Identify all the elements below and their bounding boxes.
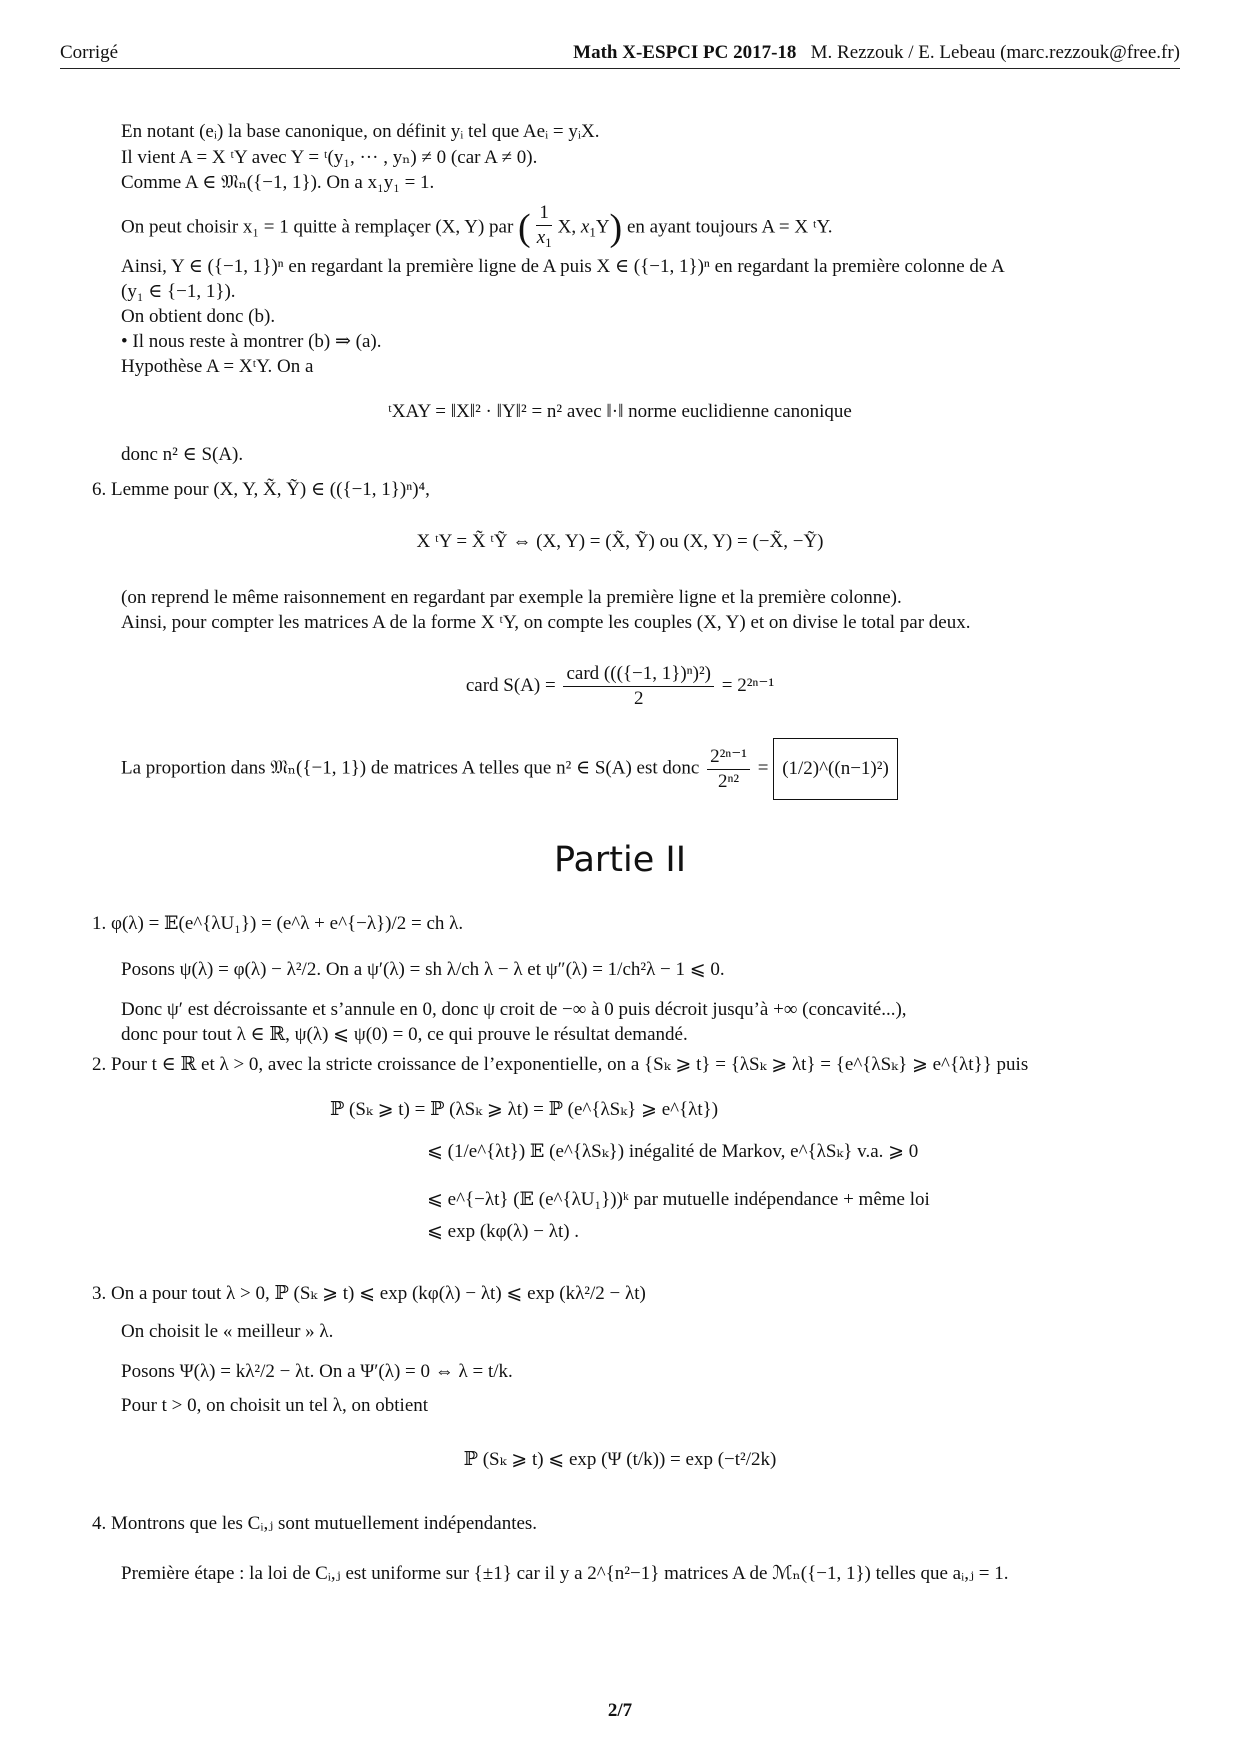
text-line: (y₁ ∈ {−1, 1}).	[121, 281, 236, 302]
equation: ⩽ e^{−λt} (𝔼 (e^{λU₁}))ᵏ par mutuelle indépendance + même loi	[427, 1189, 930, 1210]
header-right	[573, 42, 1180, 64]
text-line: donc n² ∈ S(A).	[121, 444, 244, 465]
text-line: 4. Montrons que les Cᵢ,ⱼ sont mutuellement indépendantes.	[92, 1513, 538, 1534]
text-line: On choisit le « meilleur » λ.	[121, 1321, 334, 1342]
equation: ᵗXAY = ‖X‖² · ‖Y‖² = n² avec ‖·‖ norme euclidienne canonique	[388, 401, 852, 422]
text-line: 3. On a pour tout λ > 0, ℙ (Sₖ ⩾ t) ⩽ exp (kφ(λ) − λt) ⩽ exp (kλ²/2 − λt)	[92, 1283, 646, 1304]
text-line: donc pour tout λ ∈ ℝ, ψ(λ) ⩽ ψ(0) = 0, ce qui prouve le résultat demandé.	[121, 1024, 688, 1045]
text-line: Hypothèse A = XᵗY. On a	[121, 356, 314, 377]
text-fragment: On peut choisir x₁ = 1 quitte à remplaçer (X, Y) par	[121, 216, 514, 238]
equation: ℙ (Sₖ ⩾ t) ⩽ exp (Ψ (t/k)) = exp (−t²/2k)	[463, 1449, 777, 1470]
eq-numerator: card ((({−1, 1})ⁿ)²)	[563, 663, 714, 687]
eq-denominator: 2	[633, 688, 644, 710]
text-line: (on reprend le même raisonnement en regardant par exemple la première ligne et la première colonne).	[121, 587, 902, 608]
text-line: On obtient donc (b).	[121, 306, 276, 327]
text-line: La proportion dans 𝔐ₙ({−1, 1}) de matrices A telles que n² ∈ S(A) est donc $\frac{\text{2²ⁿ⁻¹}}{\text{2ⁿ²}}$ = (1/2)^((n−1)²)	[121, 738, 898, 800]
text-line: On peut choisir x₁ = 1 quitte à remplaçer (X, Y) par ( $\frac{1}{x_1}$ X, $x_1Y$) en ayant toujours A = X ᵗY.	[121, 202, 833, 250]
text-line: 2. Pour t ∈ ℝ et λ > 0, avec la stricte croissance de l’exponentielle, on a {Sₖ ⩾ t} = {λSₖ ⩾ λt} = {e^{λSₖ} ⩾ e^{λt}} puis	[92, 1054, 1029, 1075]
text-line: 1. φ(λ) = 𝔼(e^{λU₁}) = (e^λ + e^{−λ})/2 = ch λ.	[92, 913, 464, 934]
text-line: En notant (eᵢ) la base canonique, on définit yᵢ tel que Aeᵢ = yᵢX.	[121, 121, 600, 142]
part-title: Partie II	[553, 840, 687, 880]
eq-rhs: = 2²ⁿ⁻¹	[721, 675, 775, 696]
text-line: 6. Lemme pour (X, Y, X̃, Ỹ) ∈ (({−1, 1})ⁿ)⁴,	[92, 479, 430, 500]
text-line: Donc ψ′ est décroissante et s’annule en 0, donc ψ croit de −∞ à 0 puis décroit jusqu’à +∞ (concavité...),	[121, 999, 907, 1020]
page-header	[60, 40, 1180, 69]
text-line: • Il nous reste à montrer (b) ⇒ (a).	[121, 331, 382, 352]
equation: ⩽ (1/e^{λt}) 𝔼 (e^{λSₖ}) inégalité de Markov, e^{λSₖ} v.a. ⩾ 0	[427, 1141, 919, 1162]
text-line: Ainsi, pour compter les matrices A de la forme X ᵗY, on compte les couples (X, Y) et on divise le total par deux.	[121, 612, 971, 633]
equation: ℙ (Sₖ ⩾ t) = ℙ (λSₖ ⩾ λt) = ℙ (e^{λSₖ} ⩾ e^{λt})	[330, 1099, 719, 1120]
header-authors: M. Rezzouk / E. Lebeau (marc.rezzouk@free.fr)	[810, 42, 1180, 63]
text-line: Il vient A = X ᵗY avec Y = ᵗ(y₁, ··· , yₙ) ≠ 0 (car A ≠ 0).	[121, 147, 538, 168]
frac-den: 2ⁿ²	[717, 770, 740, 792]
text-line: Pour t > 0, on choisit un tel λ, on obtient	[121, 1395, 429, 1416]
text-line: Posons ψ(λ) = φ(λ) − λ²/2. On a ψ′(λ) = sh λ/ch λ − λ et ψ″(λ) = 1/ch²λ − 1 ⩽ 0.	[121, 959, 725, 980]
text-fragment: La proportion dans 𝔐ₙ({−1, 1}) de matrices A telles que n² ∈ S(A) est donc	[121, 757, 700, 779]
text-line: Comme A ∈ 𝔐ₙ({−1, 1}). On a x₁y₁ = 1.	[121, 172, 435, 193]
text-fragment: en ayant toujours A = X ᵗY.	[626, 216, 833, 238]
equation: X ᵗY = X̃ ᵗỸ ⇔ (X, Y) = (X̃, Ỹ) ou (X, Y) = (−X̃, −Ỹ)	[416, 531, 824, 552]
boxed-result: (1/2)^((n−1)²)	[773, 738, 898, 800]
equation	[0, 660, 1240, 712]
page-number: 2/7	[607, 1700, 633, 1721]
text-line: Posons Ψ(λ) = kλ²/2 − λt. On a Ψ′(λ) = 0 ⇔ λ = t/k.	[121, 1361, 513, 1382]
equation: ⩽ exp (kφ(λ) − λt) .	[427, 1221, 580, 1242]
text-line: Ainsi, Y ∈ ({−1, 1})ⁿ en regardant la première ligne de A puis X ∈ ({−1, 1})ⁿ en regardant la première colonne de A	[121, 256, 1005, 277]
text-line: Première étape : la loi de Cᵢ,ⱼ est uniforme sur {±1} car il y a 2^{n²−1} matrices A de ℳₙ({−1, 1}) telles que aᵢ,ⱼ = 1.	[121, 1563, 1009, 1584]
header-left: Corrigé	[60, 42, 119, 63]
eq-lhs: card S(A) =	[465, 675, 556, 696]
header-title: Math X-ESPCI PC 2017-18	[573, 42, 797, 63]
frac-num: 2²ⁿ⁻¹	[707, 746, 750, 770]
